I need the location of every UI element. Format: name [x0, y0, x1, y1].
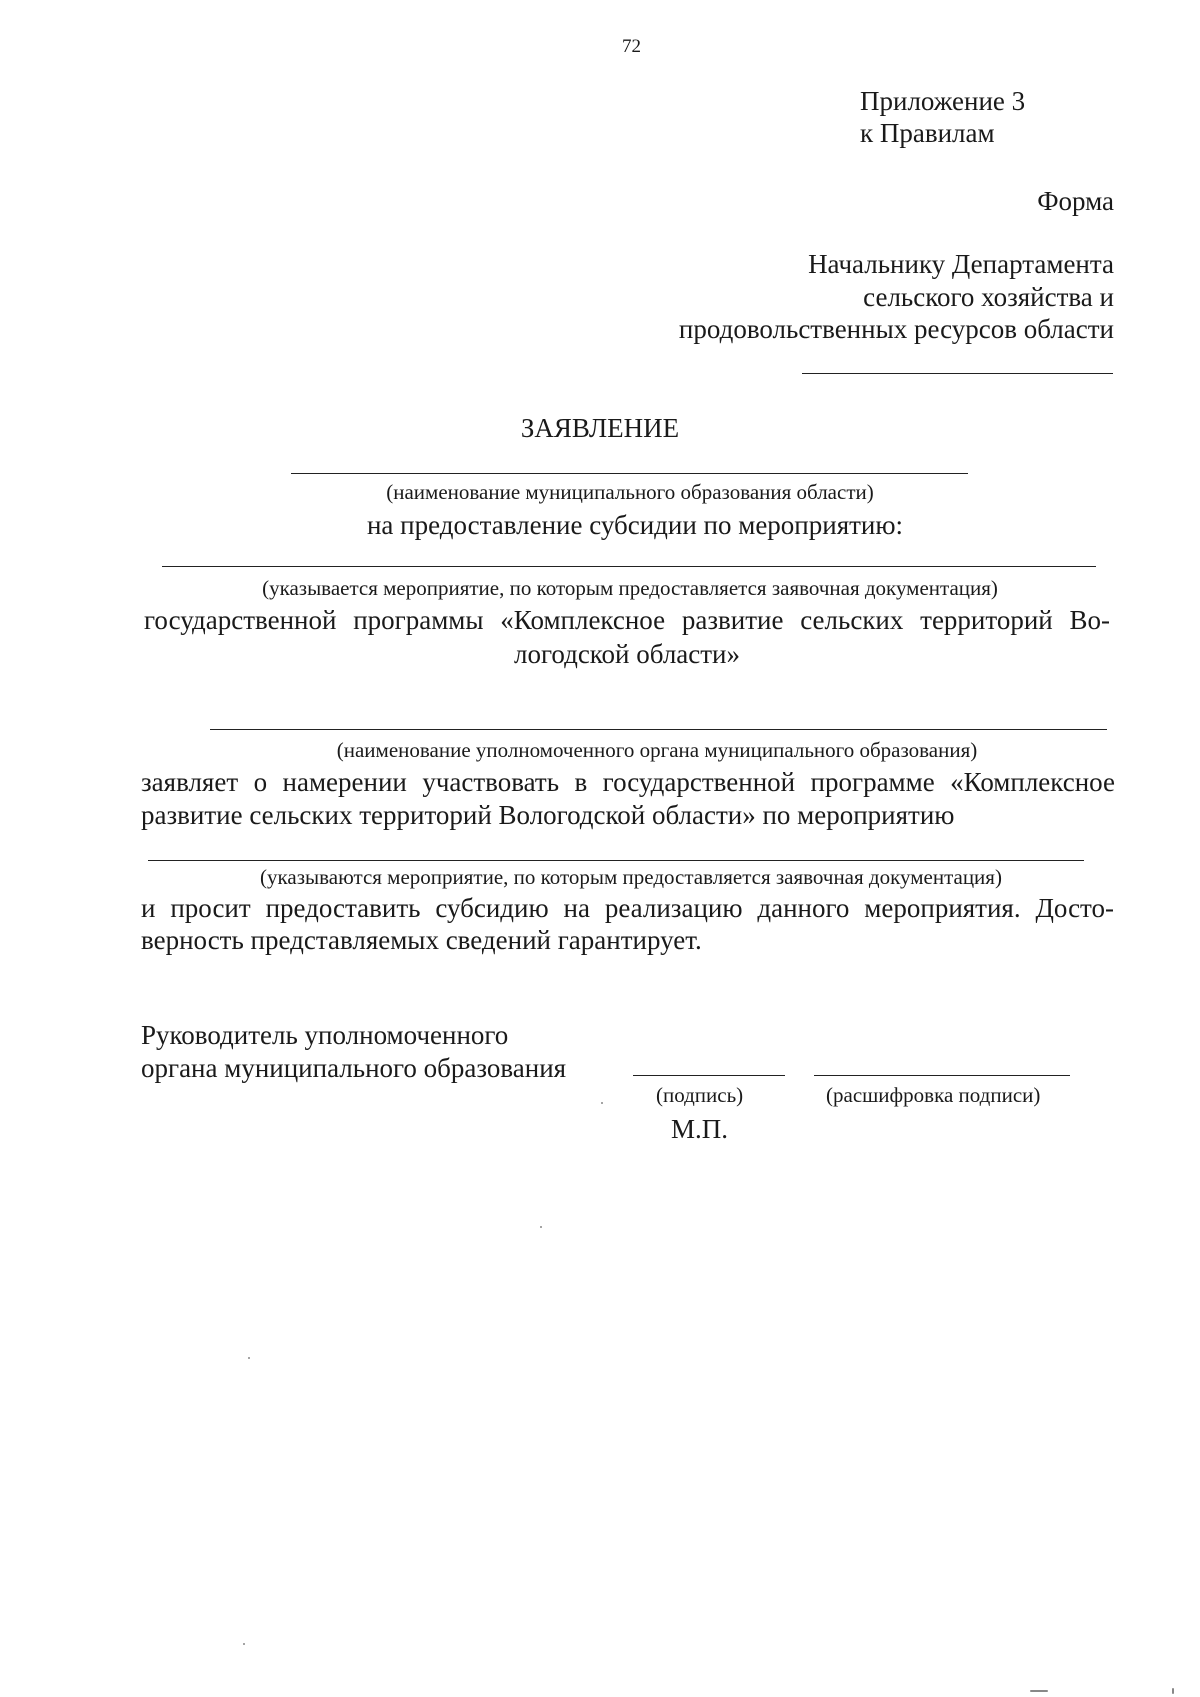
signature-hint: (подпись) [656, 1083, 744, 1107]
event-hint-2: (указываются мероприятие, по которым предоставляется заявочная документация) [260, 865, 1002, 889]
appendix-line-2: к Правилам [860, 118, 995, 148]
head-title-line-2: органа муниципального образования [141, 1053, 567, 1083]
municipality-hint: (наименование муниципального образования области) [386, 480, 874, 504]
event-hint-1: (указывается мероприятие, по которым предоставляется заявочная документация) [262, 576, 998, 600]
addressee-name-blank [802, 373, 1113, 374]
signature-blank [633, 1075, 785, 1076]
signature-decoding-blank [814, 1075, 1070, 1076]
subsidy-text: на предоставление субсидии по мероприятию: [366, 510, 904, 540]
scan-speck [1172, 1688, 1174, 1694]
form-label: Форма [1037, 186, 1114, 216]
declares-text-line-1: заявляет о намерении участвовать в государственной программе «Комплексное [141, 767, 1115, 797]
addressee-line-3: продовольственных ресурсов области [678, 314, 1114, 344]
scan-speck [601, 1102, 603, 1104]
scan-speck [243, 1643, 245, 1645]
event-blank-1 [162, 566, 1096, 567]
request-text-line-1: и просит предоставить субсидию на реализацию данного мероприятия. Досто- [141, 893, 1114, 923]
page-number: 72 [622, 36, 641, 57]
signature-decoding-hint: (расшифровка подписи) [826, 1083, 1041, 1107]
addressee-line-2: сельского хозяйства и [863, 282, 1114, 312]
request-text-line-2: верность представляемых сведений гарантирует. [141, 925, 702, 955]
head-title-line-1: Руководитель уполномоченного [141, 1020, 509, 1050]
authority-blank [210, 729, 1107, 730]
scan-speck [248, 1357, 250, 1359]
program-text-line-1: государственной программы «Комплексное развитие сельских территорий Во- [144, 605, 1110, 635]
document-title: ЗАЯВЛЕНИЕ [520, 413, 680, 443]
scan-speck [540, 1226, 542, 1228]
addressee-line-1: Начальнику Департамента [808, 249, 1114, 279]
appendix-line-1: Приложение 3 [860, 86, 1026, 116]
declares-text-line-2: развитие сельских территорий Вологодской области» по мероприятию [141, 800, 955, 830]
scan-speck [1030, 1690, 1048, 1692]
event-blank-2 [148, 860, 1084, 861]
municipality-blank [291, 473, 968, 474]
authority-hint: (наименование уполномоченного органа муниципального образования) [336, 738, 978, 762]
program-text-line-2: логодской области» [513, 639, 741, 669]
stamp-label: М.П. [671, 1114, 729, 1144]
